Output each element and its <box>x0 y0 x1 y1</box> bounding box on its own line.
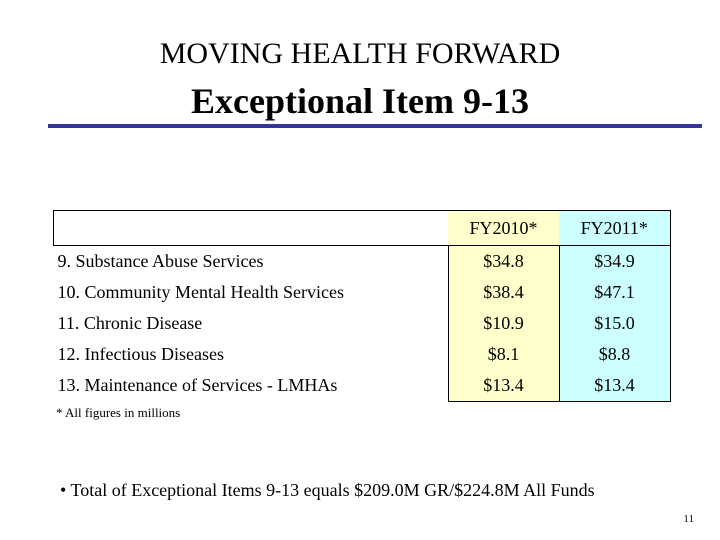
header-blank <box>54 211 449 246</box>
row-fy2011: $47.1 <box>559 277 670 308</box>
row-fy2010: $10.9 <box>448 308 559 339</box>
row-label: 10. Community Mental Health Services <box>57 282 344 302</box>
table-row <box>54 370 671 402</box>
summary-bullet: • Total of Exceptional Items 9-13 equals $209.0M GR/$224.8M All Funds <box>60 480 595 500</box>
row-fy2010: $34.8 <box>448 246 559 278</box>
row-label: 13. Maintenance of Services - LMHAs <box>57 375 338 396</box>
table-row <box>54 339 671 370</box>
header-fy2010: FY2010* <box>448 211 559 246</box>
row-fy2010: $38.4 <box>448 277 559 308</box>
page-number: 11 <box>683 513 694 525</box>
row-fy2011: $13.4 <box>559 370 670 402</box>
row-label: 9. Substance Abuse Services <box>57 251 264 271</box>
slide-title: MOVING HEALTH FORWARD <box>159 37 561 70</box>
table-row <box>54 246 671 278</box>
funding-table <box>53 210 671 402</box>
row-fy2010: $13.4 <box>448 370 559 402</box>
slide-subtitle: Exceptional Item 9-13 <box>191 81 529 121</box>
title-divider <box>48 124 702 128</box>
row-fy2011: $15.0 <box>559 308 670 339</box>
table-row <box>54 277 671 308</box>
footnote: * All figures in millions <box>56 405 181 420</box>
row-fy2011: $8.8 <box>559 339 670 370</box>
row-fy2010: $8.1 <box>448 339 559 370</box>
row-label: 11. Chronic Disease <box>57 313 203 333</box>
table-header-row <box>54 211 671 246</box>
row-fy2011: $34.9 <box>559 246 670 278</box>
table-row <box>54 308 671 339</box>
header-fy2011: FY2011* <box>559 211 670 246</box>
row-label: 12. Infectious Diseases <box>57 344 224 364</box>
